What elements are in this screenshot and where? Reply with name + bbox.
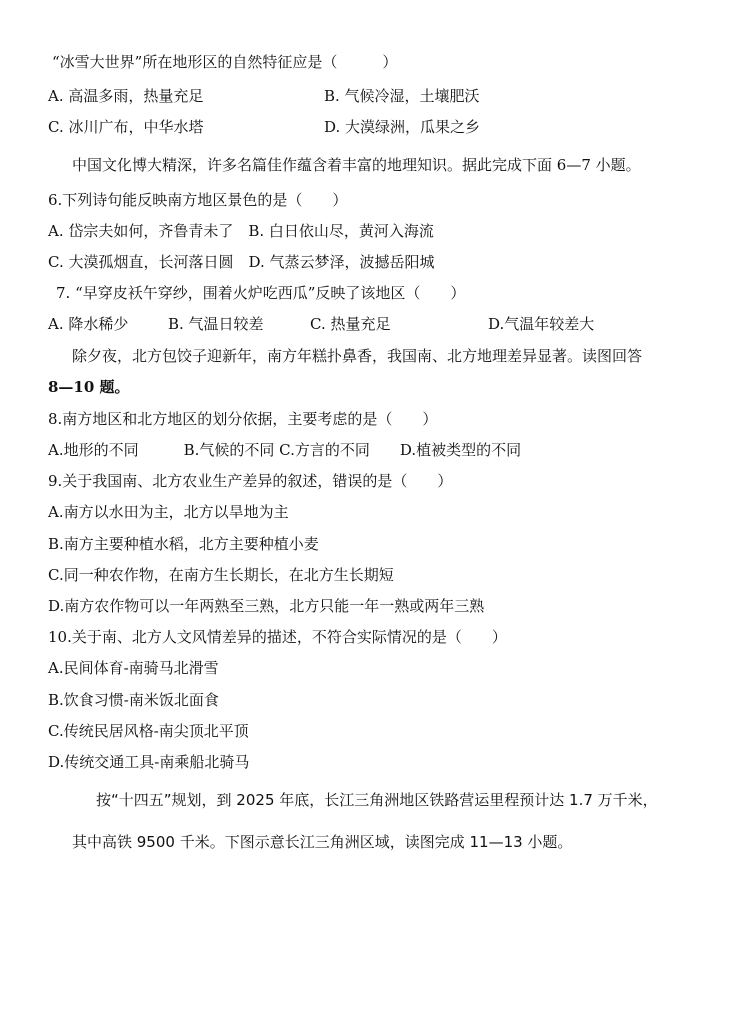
intro-8-10-line1: 除夕夜，北方包饺子迎新年，南方年糕扑鼻香，我国南、北方地理差异显著。读图回答 [72,347,643,365]
intro-11-13-line2: 其中高铁 9500 千米。下图示意长江三角洲区域，读图完成 11—13 小题。 [72,833,573,851]
q9-option-b: B.南方主要种植水稻，北方主要种植小麦 [48,535,319,553]
q8-options: A.地形的不同 B.气候的不同 C.方言的不同 D.植被类型的不同 [48,441,522,459]
q7-option-c: C. 热量充足 [310,315,391,333]
q6-stem: 6.下列诗句能反映南方地区景色的是（ ） [48,191,348,209]
intro-6-7: 中国文化博大精深，许多名篇佳作蕴含着丰富的地理知识。据此完成下面 6—7 小题。 [72,156,641,174]
q5-stem: “冰雪大世界”所在地形区的自然特征应是（ ） [52,53,398,71]
intro-11-13-line1: 按“十四五”规划，到 2025 年底，长江三角洲地区铁路营运里程预计达 1.7 万千米， [96,791,658,809]
q5-option-a: A. 高温多雨，热量充足 [48,87,204,105]
q5-option-b: B. 气候冷湿，土壤肥沃 [324,87,480,105]
q10-option-b: B.饮食习惯-南米饭北面食 [48,691,219,709]
q7-option-b: B. 气温日较差 [168,315,264,333]
q9-stem: 9.关于我国南、北方农业生产差异的叙述，错误的是（ ） [48,472,453,490]
q5-option-d: D. 大漠绿洲，瓜果之乡 [324,118,481,136]
q7-stem: 7. “早穿皮袄午穿纱，围着火炉吃西瓜”反映了该地区（ ） [56,284,466,302]
q7-option-a: A. 降水稀少 [48,315,129,333]
q10-option-d: D.传统交通工具-南乘船北骑马 [48,753,250,771]
q10-stem: 10.关于南、北方人文风情差异的描述，不符合实际情况的是（ ） [48,628,507,646]
intro-8-10-line2: 8—10 题。 [48,378,130,396]
q9-option-d: D.南方农作物可以一年两熟至三熟，北方只能一年一熟或两年三熟 [48,597,485,615]
q5-option-c: C. 冰川广布，中华水塔 [48,118,204,136]
q9-option-c: C.同一种农作物，在南方生长期长，在北方生长期短 [48,566,394,584]
q6-options-cd: C. 大漠孤烟直，长河落日圆 D. 气蒸云梦泽，波撼岳阳城 [48,253,435,271]
q6-options-ab: A. 岱宗夫如何，齐鲁青未了 B. 白日依山尽，黄河入海流 [48,222,434,240]
q8-stem: 8.南方地区和北方地区的划分依据，主要考虑的是（ ） [48,410,438,428]
q10-option-a: A.民间体育-南骑马北滑雪 [48,659,219,677]
q7-option-d: D.气温年较差大 [488,315,595,333]
q10-option-c: C.传统民居风格-南尖顶北平顶 [48,722,249,740]
q9-option-a: A.南方以水田为主，北方以旱地为主 [48,503,289,521]
